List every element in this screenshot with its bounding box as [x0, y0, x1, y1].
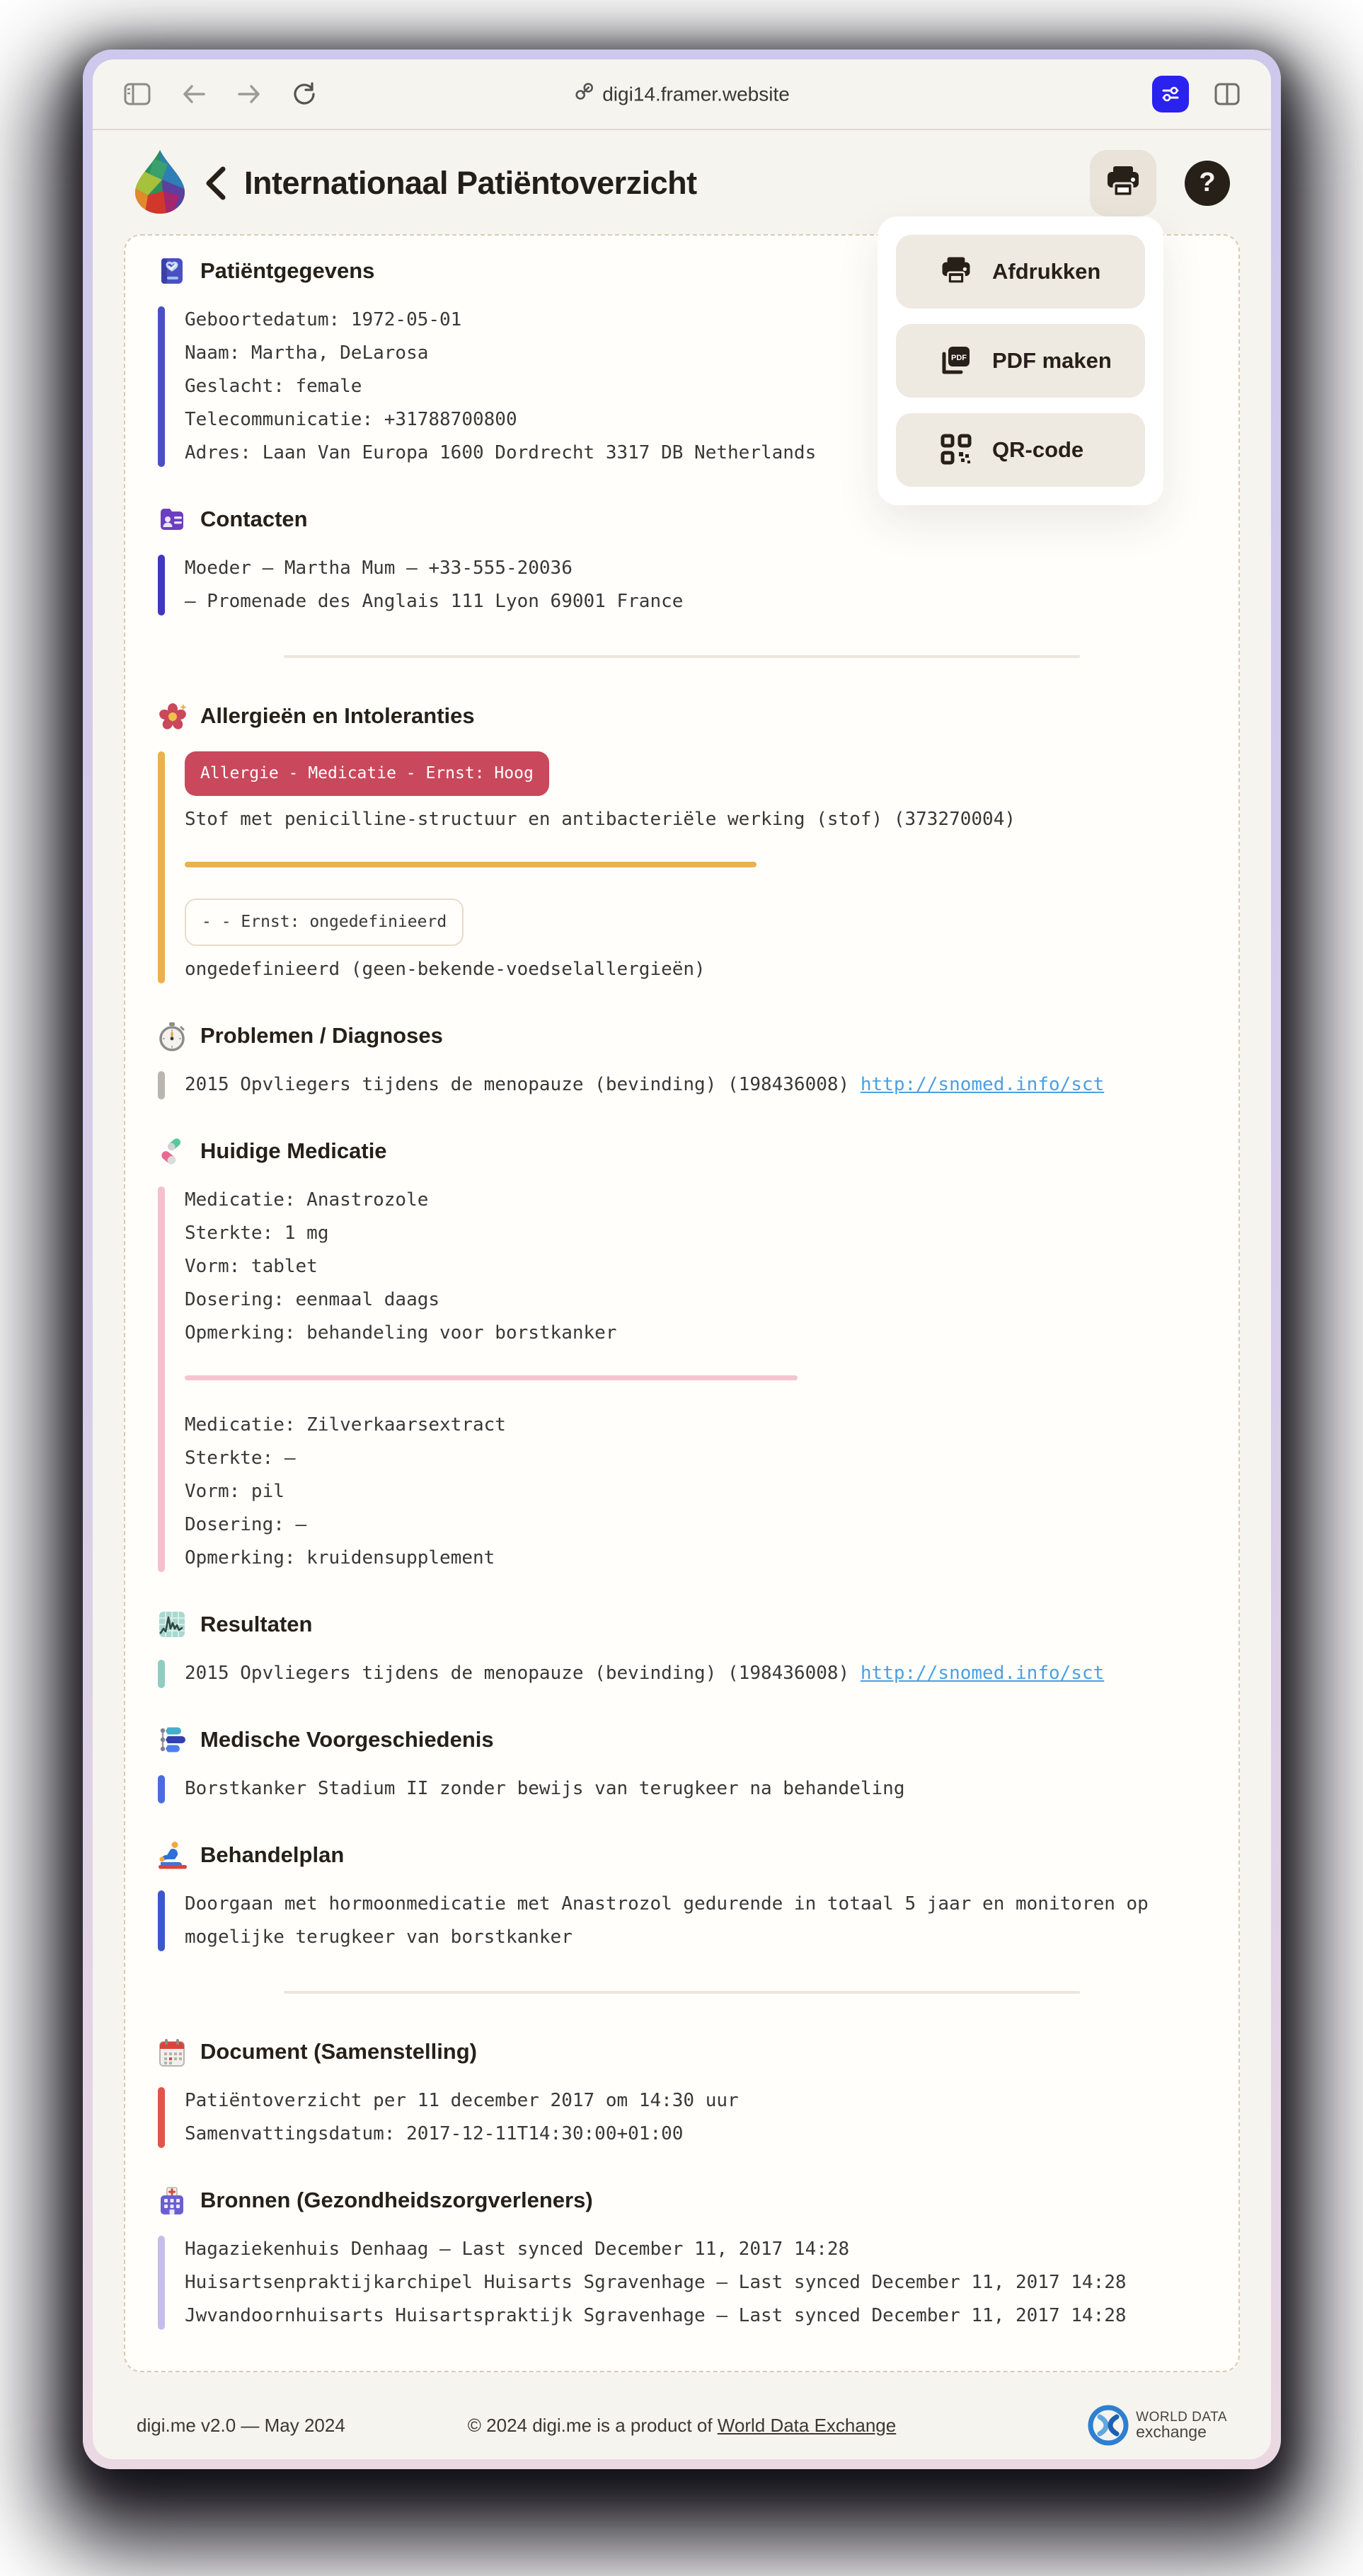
- section-careplan: [158, 1841, 1206, 1954]
- chart-icon: [158, 1610, 186, 1639]
- allergy-text: Stof met penicilline-structuur en antibacteriële werking (stof) (373270004): [185, 809, 1016, 830]
- url-text: digi14.framer.website: [602, 83, 790, 105]
- group-divider: [284, 655, 1081, 658]
- patient-line: Geslacht: female: [185, 376, 362, 397]
- browser-window: [83, 50, 1281, 2469]
- section-title: Patiëntgegevens: [200, 258, 375, 283]
- allergy-severity-badge: - - Ernst: ongedefinieerd: [185, 899, 464, 946]
- allergy-text: ongedefinieerd (geen-bekende-voedselallergieën): [185, 959, 706, 980]
- problem-line: 2015 Opvliegers tijdens de menopauze (bevinding) (198436008) http://snomed.info/sct: [185, 1074, 1105, 1095]
- section-title: Document (Samenstelling): [200, 2039, 477, 2064]
- wdx-logo: [1088, 2405, 1227, 2446]
- menu-item-label: PDF maken: [992, 348, 1112, 373]
- wdx-logo-icon: [1088, 2405, 1129, 2446]
- menu-item-label: Afdrukken: [992, 259, 1101, 284]
- section-medication: [158, 1137, 1206, 1575]
- section-problems: [158, 1022, 1206, 1102]
- section-accent-bar: [158, 1071, 165, 1099]
- digime-logo: [134, 149, 186, 217]
- contacts-icon: [158, 505, 186, 533]
- timeline-icon: [158, 1726, 186, 1754]
- history-line: Borstkanker Stadium II zonder bewijs van terugkeer na behandeling: [185, 1778, 905, 1799]
- section-title: Bronnen (Gezondheidszorgverleners): [200, 2188, 593, 2212]
- help-button[interactable]: [1185, 161, 1230, 206]
- source-line: Jwvandoornhuisarts Huisartspraktijk Sgravenhage – Last synced December 11, 2017 14:28: [185, 2305, 1127, 2326]
- section-medical-history: [158, 1726, 1206, 1806]
- contact-line: Moeder – Martha Mum – +33-555-20036: [185, 558, 573, 579]
- medication-line: Medicatie: Anastrozole: [185, 1189, 429, 1211]
- medication-line: Sterkte: –: [185, 1448, 296, 1469]
- pills-icon: [158, 1137, 186, 1165]
- allergy-divider: [185, 862, 757, 867]
- section-accent-bar: [158, 2236, 165, 2330]
- back-arrow-icon[interactable]: [182, 84, 206, 104]
- pdf-icon: [940, 344, 972, 379]
- print-button[interactable]: [1090, 150, 1156, 216]
- menu-item-pdf[interactable]: [896, 324, 1145, 398]
- patient-record-icon: [158, 257, 186, 285]
- world-data-exchange-link[interactable]: World Data Exchange: [717, 2414, 897, 2436]
- section-contacts: [158, 505, 1206, 618]
- patient-line: Naam: Martha, DeLarosa: [185, 342, 429, 364]
- section-title: Behandelplan: [200, 1842, 345, 1867]
- patient-line: Telecommunicatie: +31788700800: [185, 409, 517, 430]
- snomed-link[interactable]: http://snomed.info/sct: [860, 1663, 1105, 1684]
- medication-line: Medicatie: Zilverkaarsextract: [185, 1414, 506, 1436]
- patient-line: Geboortedatum: 1972-05-01: [185, 309, 462, 330]
- stopwatch-icon: [158, 1022, 186, 1050]
- patient-line: Adres: Laan Van Europa 1600 Dordrecht 3317 DB Netherlands: [185, 442, 817, 463]
- printer-icon: [1105, 165, 1141, 201]
- source-line: Hagaziekenhuis Denhaag – Last synced December 11, 2017 14:28: [185, 2239, 850, 2260]
- medication-line: Sterkte: 1 mg: [185, 1223, 329, 1244]
- medication-line: Vorm: tablet: [185, 1256, 318, 1277]
- qr-code-icon: [940, 433, 972, 468]
- question-mark-icon: ?: [1199, 168, 1216, 197]
- allergy-severity-badge: Allergie - Medicatie - Ernst: Hoog: [185, 751, 549, 796]
- section-results: [158, 1610, 1206, 1690]
- section-accent-bar: [158, 1186, 165, 1572]
- section-title: Contacten: [200, 507, 308, 531]
- treatment-icon: [158, 1841, 186, 1869]
- calendar-icon: [158, 2038, 186, 2066]
- medication-line: Dosering: –: [185, 1514, 307, 1535]
- app-footer: [93, 2393, 1271, 2457]
- section-allergies: [158, 702, 1206, 986]
- section-title: Huidige Medicatie: [200, 1138, 387, 1163]
- extensions-badge-icon[interactable]: [1152, 76, 1189, 112]
- app-header: [93, 130, 1271, 224]
- medication-line: Vorm: pil: [185, 1481, 284, 1502]
- print-dropdown-menu: [878, 216, 1163, 505]
- medication-divider: [185, 1375, 798, 1380]
- careplan-text: Doorgaan met hormoonmedicatie met Anastrozol gedurende in totaal 5 jaar en monitoren op mogelijke terugkeer van borstkanker: [185, 1893, 1160, 1948]
- medication-line: Opmerking: kruidensupplement: [185, 1547, 495, 1569]
- hospital-icon: [158, 2186, 186, 2214]
- section-title: Resultaten: [200, 1612, 313, 1636]
- section-accent-bar: [158, 1890, 165, 1951]
- section-sources: [158, 2186, 1206, 2333]
- sidebar-toggle-icon[interactable]: [124, 83, 151, 105]
- document-line: Patiëntoverzicht per 11 december 2017 om 14:30 uur: [185, 2090, 739, 2111]
- forward-arrow-icon[interactable]: [237, 84, 261, 104]
- section-accent-bar: [158, 1660, 165, 1688]
- reload-icon[interactable]: [292, 82, 316, 106]
- section-title: Medische Voorgeschiedenis: [200, 1727, 494, 1752]
- group-divider: [284, 1991, 1081, 1994]
- wdx-logo-line1: WORLD DATA: [1136, 2409, 1227, 2425]
- section-accent-bar: [158, 751, 165, 983]
- split-view-icon[interactable]: [1214, 83, 1240, 105]
- section-accent-bar: [158, 2087, 165, 2148]
- version-text: digi.me v2.0 — May 2024: [137, 2414, 345, 2436]
- section-title: Allergieën en Intoleranties: [200, 703, 475, 728]
- snomed-link[interactable]: http://snomed.info/sct: [860, 1074, 1105, 1095]
- section-accent-bar: [158, 555, 165, 616]
- document-line: Samenvattingsdatum: 2017-12-11T14:30:00+01:00: [185, 2123, 684, 2144]
- section-accent-bar: [158, 306, 165, 467]
- browser-window-inner: [93, 59, 1271, 2459]
- printer-icon: [940, 255, 972, 289]
- section-accent-bar: [158, 1775, 165, 1803]
- menu-item-print[interactable]: [896, 235, 1145, 308]
- section-title: Problemen / Diagnoses: [200, 1023, 443, 1048]
- address-bar[interactable]: [574, 82, 790, 107]
- menu-item-label: QR-code: [992, 437, 1084, 462]
- copyright-text: © 2024 digi.me is a product of World Data Exchange: [467, 2414, 897, 2436]
- page-title: Internationaal Patiëntoverzicht: [244, 164, 697, 201]
- svg-text:PDF: PDF: [951, 353, 967, 362]
- back-chevron-button[interactable]: [205, 166, 226, 200]
- menu-item-qr[interactable]: [896, 413, 1145, 487]
- link-icon: [574, 82, 594, 107]
- source-line: Huisartsenpraktijkarchipel Huisarts Sgravenhage – Last synced December 11, 2017 14:28: [185, 2272, 1127, 2293]
- flower-icon: [158, 702, 186, 730]
- result-line: 2015 Opvliegers tijdens de menopauze (bevinding) (198436008) http://snomed.info/sct: [185, 1663, 1105, 1684]
- patient-summary-card: [124, 234, 1240, 2372]
- browser-toolbar: [93, 59, 1271, 130]
- medication-line: Dosering: eenmaal daags: [185, 1289, 440, 1310]
- contact-line: – Promenade des Anglais 111 Lyon 69001 France: [185, 591, 684, 612]
- section-document: [158, 2038, 1206, 2151]
- medication-line: Opmerking: behandeling voor borstkanker: [185, 1322, 617, 1344]
- wdx-logo-line2: exchange: [1136, 2422, 1207, 2441]
